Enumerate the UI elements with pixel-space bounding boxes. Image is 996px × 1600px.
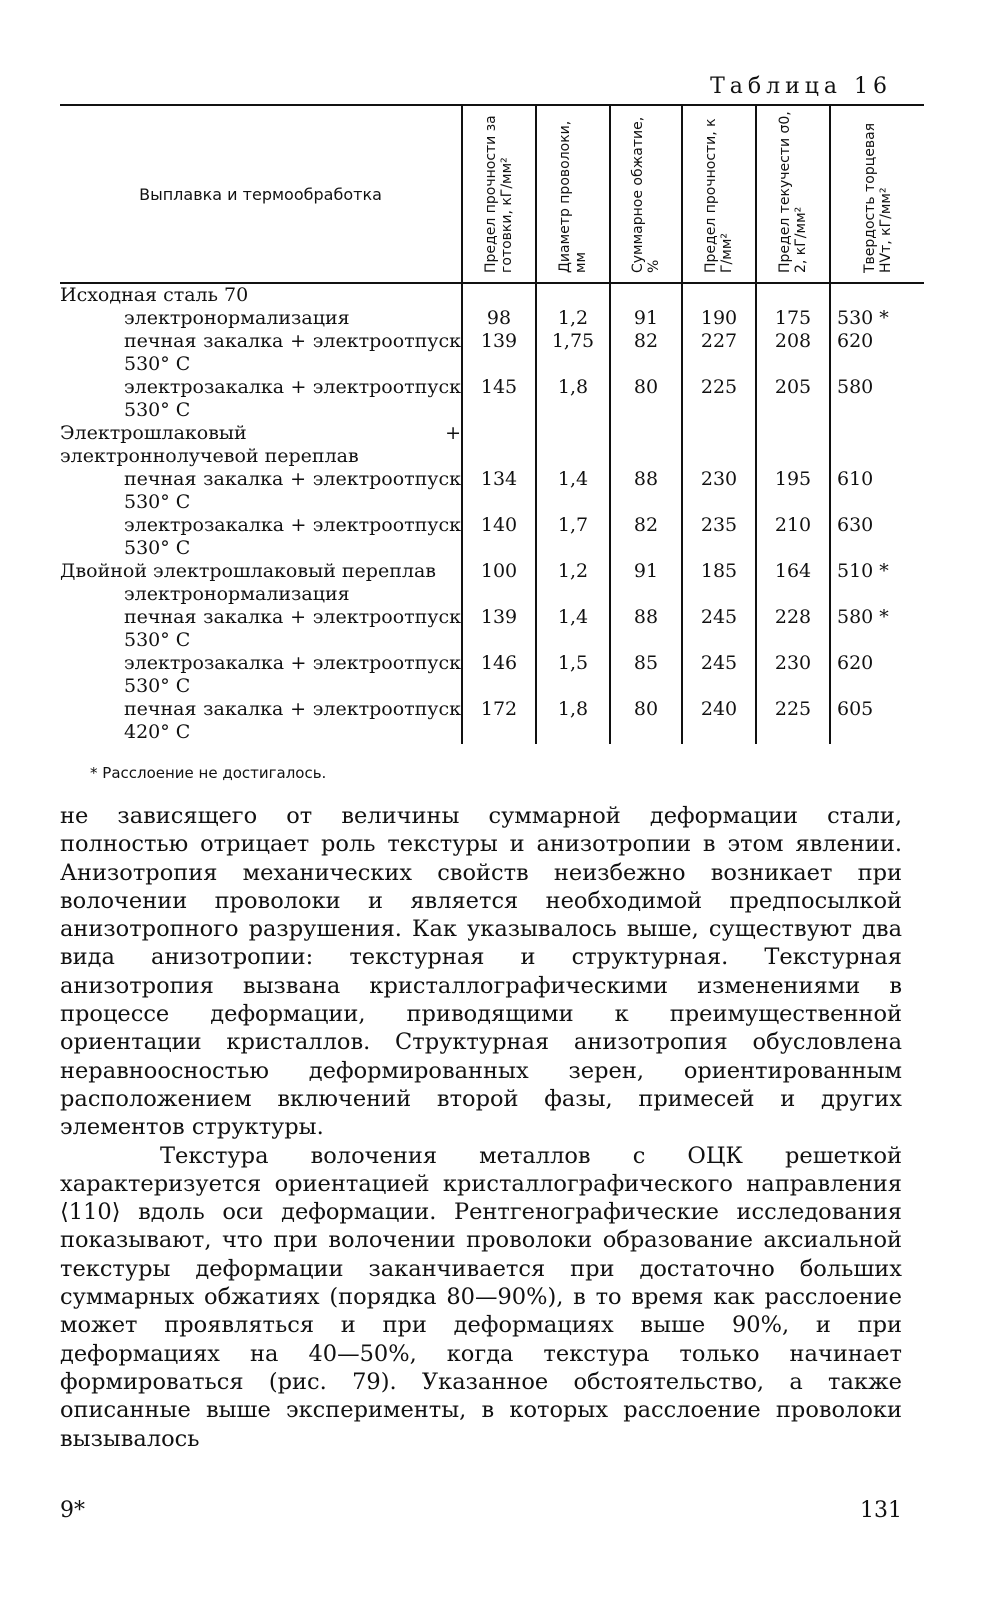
row-label: печная закалка + электроотпуск 530° С (124, 330, 461, 375)
value-cell: 1,4 (536, 606, 610, 652)
value-cell: 82 (610, 330, 682, 376)
table-body (60, 283, 924, 744)
value-cell: 208 (756, 330, 830, 376)
header-text: Диаметр проволоки, мм (557, 120, 589, 273)
data-table-container (60, 104, 924, 744)
row-label-cell (60, 283, 462, 307)
value-cell: 205 (756, 376, 830, 422)
value-cell: 190 (682, 307, 756, 330)
row-label: Двойной электрошлаковый переплав (60, 560, 436, 582)
value-cell: 98 (462, 307, 536, 330)
value-cell: 80 (610, 376, 682, 422)
value-cell: 1,5 (536, 652, 610, 698)
value-cell: 1,2 (536, 560, 610, 583)
header-cell (682, 105, 756, 283)
data-table (60, 104, 924, 744)
value-cell: 605 (830, 698, 924, 744)
value-cell (682, 422, 756, 468)
value-cell (682, 583, 756, 606)
value-cell: 82 (610, 514, 682, 560)
row-label-cell (60, 652, 462, 698)
value-cell: 185 (682, 560, 756, 583)
value-cell: 172 (462, 698, 536, 744)
value-cell (830, 422, 924, 468)
table-footnote: * Расслоение не достигалось. (90, 764, 327, 782)
value-cell: 227 (682, 330, 756, 376)
value-cell: 225 (682, 376, 756, 422)
row-label-cell (60, 514, 462, 560)
paragraph: не зависящего от величины суммарной деформации стали, полностью отрицает роль текстуры и анизотропии в этом явлении. Анизотропия механических свойств неизбежно возникает при волочении проволоки и является необходимой предпосылкой анизотропного разрушения. Как указывалось выше, существуют два вида анизотропии: текстурная и структурная. Текстурная анизотропия вызвана кристаллографическими изменениями в процессе деформации, приводящими к преимущественной ориентации кристаллов. Структурная анизотропия обусловлена неравноосностью деформированных зерен, ориентированным расположением включений второй фазы, примесей и других элементов структуры. (60, 803, 902, 1141)
value-cell: 245 (682, 606, 756, 652)
value-cell: 210 (756, 514, 830, 560)
table-header-row (60, 105, 924, 283)
page-number: 131 (860, 1498, 902, 1523)
signature-mark: 9* (60, 1498, 85, 1523)
header-cell (830, 105, 924, 283)
value-cell (536, 583, 610, 606)
value-cell: 145 (462, 376, 536, 422)
header-text: Предел прочности, кГ/мм² (703, 118, 735, 273)
value-cell: 85 (610, 652, 682, 698)
row-label: электронормализация (124, 307, 350, 329)
value-cell: 530 * (830, 307, 924, 330)
value-cell: 580 * (830, 606, 924, 652)
table-row (60, 283, 924, 307)
table-row (60, 468, 924, 514)
table-row (60, 330, 924, 376)
header-cell (536, 105, 610, 283)
value-cell: 230 (682, 468, 756, 514)
value-cell: 610 (830, 468, 924, 514)
row-label-cell (60, 376, 462, 422)
table-row (60, 422, 924, 468)
value-cell (756, 283, 830, 307)
row-label: электрозакалка + электроотпуск 530° С (124, 376, 461, 421)
value-cell: 580 (830, 376, 924, 422)
value-cell (610, 422, 682, 468)
value-cell: 1,75 (536, 330, 610, 376)
value-cell: 100 (462, 560, 536, 583)
value-cell: 88 (610, 606, 682, 652)
value-cell: 228 (756, 606, 830, 652)
header-cell (610, 105, 682, 283)
header-text: Предел прочности заготовки, кГ/мм² (483, 115, 515, 273)
value-cell: 164 (756, 560, 830, 583)
header-first: Выплавка и термообработка (60, 105, 462, 283)
value-cell: 630 (830, 514, 924, 560)
header-text: Предел текучести σ0,2, кГ/мм² (777, 111, 809, 273)
value-cell: 91 (610, 307, 682, 330)
row-label-cell (60, 583, 462, 606)
header-text: Суммарное обжатие, % (630, 116, 662, 273)
header-cell (462, 105, 536, 283)
value-cell: 1,8 (536, 698, 610, 744)
value-cell: 146 (462, 652, 536, 698)
body-text (60, 802, 902, 1453)
row-label: электрозакалка + электроотпуск 530° С (124, 514, 461, 559)
table-row (60, 307, 924, 330)
value-cell: 175 (756, 307, 830, 330)
value-cell: 1,7 (536, 514, 610, 560)
row-label: печная закалка + электроотпуск 420° С (124, 698, 461, 743)
row-label-cell (60, 307, 462, 330)
table-row (60, 376, 924, 422)
table-row (60, 514, 924, 560)
table-row (60, 698, 924, 744)
value-cell: 140 (462, 514, 536, 560)
value-cell: 620 (830, 330, 924, 376)
value-cell: 225 (756, 698, 830, 744)
value-cell: 195 (756, 468, 830, 514)
value-cell (462, 422, 536, 468)
row-label-cell (60, 606, 462, 652)
value-cell (462, 283, 536, 307)
value-cell (756, 583, 830, 606)
row-label-cell (60, 330, 462, 376)
value-cell: 139 (462, 606, 536, 652)
paragraph: Текстура волочения металлов с ОЦК решеткой характеризуется ориентацией кристаллографического направления ⟨110⟩ вдоль оси деформации. Рентгенографические исследования показывают, что при волочении проволоки образование аксиальной текстуры деформации заканчивается при достаточно больших суммарных обжатиях (порядка 80—90%), в то время как расслоение может проявляться и при деформациях выше 90%, и при деформациях на 40—50%, когда текстура только начинает формироваться (рис. 79). Указанное обстоятельство, а также описанные выше эксперименты, в которых расслоение проволоки вызывалось (60, 1142, 902, 1452)
table-row (60, 652, 924, 698)
value-cell: 1,4 (536, 468, 610, 514)
row-label: электрозакалка + электроотпуск 530° С (124, 652, 461, 697)
value-cell (756, 422, 830, 468)
row-label: печная закалка + электроотпуск 530° С (124, 606, 461, 651)
table-caption: Таблица 16 (710, 74, 892, 99)
row-label: Исходная сталь 70 (60, 284, 249, 306)
table-row (60, 583, 924, 606)
value-cell: 88 (610, 468, 682, 514)
value-cell: 510 * (830, 560, 924, 583)
value-cell: 1,2 (536, 307, 610, 330)
table-row (60, 560, 924, 583)
row-label-cell (60, 422, 462, 468)
value-cell (610, 283, 682, 307)
value-cell (830, 583, 924, 606)
row-label-cell (60, 468, 462, 514)
value-cell (610, 583, 682, 606)
table-row (60, 606, 924, 652)
value-cell: 1,8 (536, 376, 610, 422)
value-cell (462, 583, 536, 606)
value-cell: 80 (610, 698, 682, 744)
header-cell (756, 105, 830, 283)
row-label: печная закалка + электроотпуск 530° С (124, 468, 461, 513)
value-cell: 139 (462, 330, 536, 376)
row-label: Электрошлаковый + электроннолучевой переплав (60, 422, 461, 467)
value-cell (536, 283, 610, 307)
value-cell (536, 422, 610, 468)
value-cell: 620 (830, 652, 924, 698)
header-text: Твердость торцевая HVт, кГ/мм² (861, 122, 894, 273)
value-cell (830, 283, 924, 307)
row-label-cell (60, 560, 462, 583)
row-label: электронормализация (124, 583, 350, 605)
value-cell (682, 283, 756, 307)
value-cell: 91 (610, 560, 682, 583)
value-cell: 235 (682, 514, 756, 560)
value-cell: 245 (682, 652, 756, 698)
row-label-cell (60, 698, 462, 744)
value-cell: 230 (756, 652, 830, 698)
value-cell: 134 (462, 468, 536, 514)
value-cell: 240 (682, 698, 756, 744)
